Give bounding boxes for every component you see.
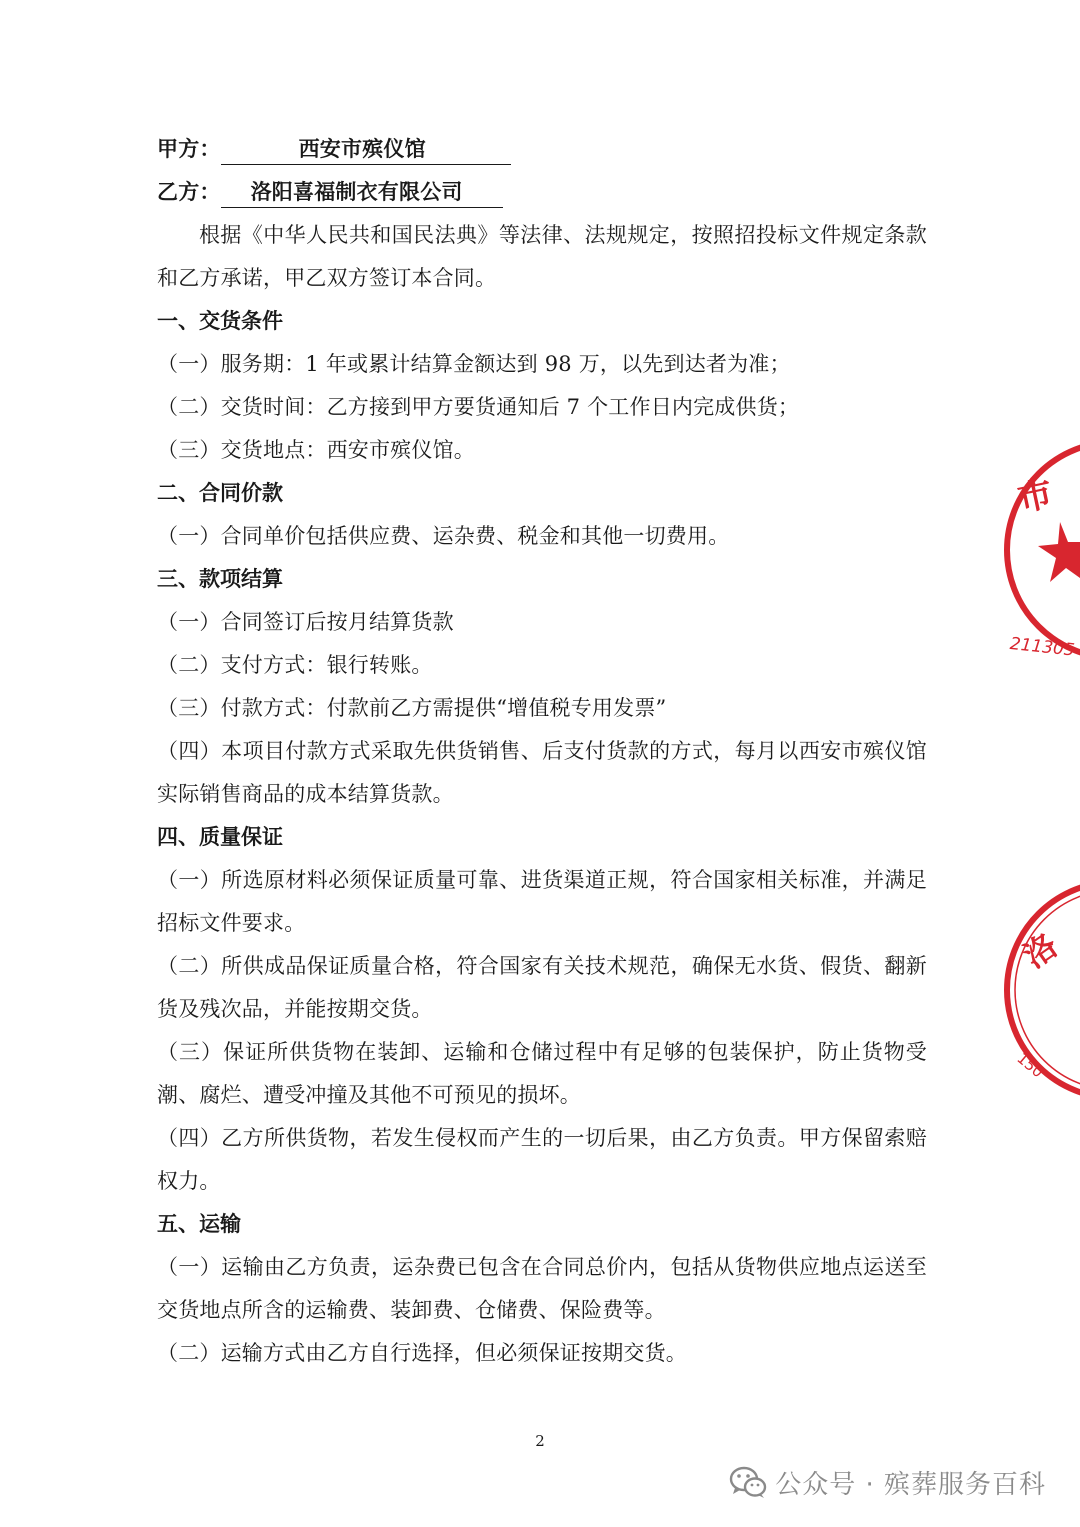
party-b-value: 洛阳喜福制衣有限公司 (221, 177, 503, 208)
page-number: 2 (535, 1432, 545, 1450)
section-item: （三）保证所供货物在装卸、运输和仓储过程中有足够的包装保护，防止货物受潮、腐烂、遭受冲撞及其他不可预见的损坏。 (157, 1040, 927, 1107)
section-item: （一）合同签订后按月结算货款 (157, 610, 454, 634)
section-title: 四、质量保证 (157, 825, 283, 849)
section-title: 一、交货条件 (157, 309, 283, 333)
section-item: （一）所选原材料必须保证质量可靠、进货渠道正规，符合国家相关标准，并满足招标文件要求。 (157, 868, 927, 935)
party-a-value: 西安市殡仪馆 (221, 134, 511, 165)
stamp-bottom-code: 150 (1013, 1049, 1048, 1082)
section-title: 二、合同价款 (157, 481, 283, 505)
wechat-icon (729, 1465, 767, 1499)
watermark (729, 1462, 1046, 1502)
intro-paragraph: 根据《中华人民共和国民法典》等法律、法规规定，按照招投标文件规定条款和乙方承诺，甲乙双方签订本合同。 (157, 223, 927, 290)
section-item: （一）服务期：1 年或累计结算金额达到 98 万，以先到达者为准； (157, 352, 791, 376)
seal-stamp-top (990, 430, 1080, 670)
section-item: （四）乙方所供货物，若发生侵权而产生的一切后果，由乙方负责。甲方保留索赔权力。 (157, 1126, 927, 1193)
contract-body (157, 128, 927, 1375)
stamp-top-char: 市 (1014, 473, 1057, 521)
section-item: （二）所供成品保证质量合格，符合国家有关技术规范，确保无水货、假货、翻新货及残次品，并能按期交货。 (157, 954, 927, 1021)
party-b-label: 乙方： (157, 180, 221, 204)
party-a-label: 甲方： (157, 137, 221, 161)
section-title: 五、运输 (157, 1212, 241, 1236)
section-item: （一）运输由乙方负责，运杂费已包含在合同总价内，包括从货物供应地点运送至交货地点所含的运输费、装卸费、仓储费、保险费等。 (157, 1255, 927, 1322)
stamp-bottom-char: 洛 (1016, 926, 1065, 976)
section-item: （三）交货地点：西安市殡仪馆。 (157, 438, 475, 462)
party-b-row (157, 171, 927, 214)
section-item: （三）付款方式：付款前乙方需提供“增值税专用发票” (157, 696, 667, 720)
section-item: （二）支付方式：银行转账。 (157, 653, 433, 677)
section-item: （四）本项目付款方式采取先供货销售、后支付货款的方式，每月以西安市殡仪馆实际销售商品的成本结算货款。 (157, 739, 927, 806)
stamp-top-code: 211305 (1008, 633, 1076, 661)
section-item: （二）运输方式由乙方自行选择，但必须保证按期交货。 (157, 1341, 687, 1365)
seal-stamp-bottom (990, 870, 1080, 1110)
watermark-text: 公众号 · 殡葬服务百科 (775, 1469, 1046, 1500)
section-title: 三、款项结算 (157, 567, 283, 591)
party-a-row (157, 128, 927, 171)
section-item: （一）合同单价包括供应费、运杂费、税金和其他一切费用。 (157, 524, 730, 548)
section-item: （二）交货时间：乙方接到甲方要货通知后 7 个工作日内完成供货； (157, 395, 800, 419)
